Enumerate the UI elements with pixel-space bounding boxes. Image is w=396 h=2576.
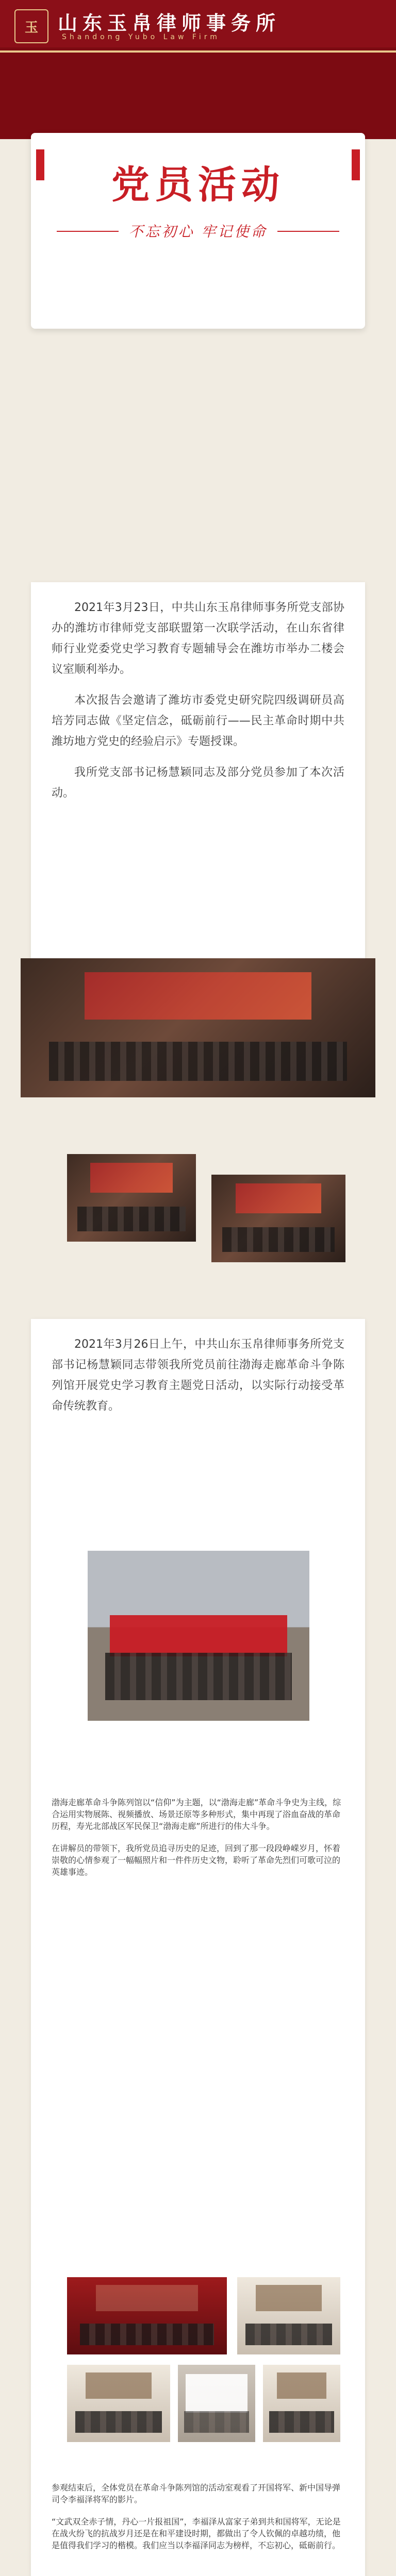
slogan: 不忘初心 牢记使命 bbox=[128, 223, 268, 240]
exhibit-photo bbox=[67, 2277, 227, 2354]
section2-paragraph: “文武双全赤子情，丹心一片报祖国”，李福泽从富家子弟到共和国将军，无论是在战火纷飞的抗战岁月还是在和平建设时期，都做出了令人钦佩的卓越功绩，他是值得我们学习的楷模。我们应当以李福泽同志为榜样，不忘初心，砥砺前行。 bbox=[52, 2517, 341, 2550]
exhibit-photo bbox=[67, 2365, 170, 2442]
header-gold-line bbox=[0, 50, 396, 53]
photo-screen bbox=[186, 2374, 248, 2413]
photo-screen bbox=[236, 1183, 321, 1213]
exhibit-photo bbox=[237, 2277, 340, 2354]
photo-people bbox=[75, 2411, 162, 2433]
photo-audience bbox=[77, 1207, 186, 1231]
photo-screen bbox=[86, 2372, 152, 2399]
photo-group bbox=[105, 1653, 291, 1700]
photo-audience bbox=[49, 1042, 347, 1081]
meeting-photo bbox=[211, 1175, 345, 1262]
section1-paragraph: 本次报告会邀请了潍坊市委党史研究院四级调研员高培芳同志做《坚定信念，砥砺前行——民主革命时期中共潍坊地方党史的经验启示》专题授课。 bbox=[52, 694, 344, 748]
meeting-photo bbox=[67, 1154, 196, 1242]
section2-paragraph: 在讲解员的带领下，我所党员追寻历史的足迹，回到了那一段段峥嵘岁月，怀着崇敬的心情参观了一幅幅照片和一件件历史文物，聆听了革命先烈们可歌可泣的英雄事迹。 bbox=[52, 1843, 341, 1877]
page-title: 党员活动 bbox=[111, 163, 285, 207]
slogan-line-right bbox=[277, 231, 339, 232]
section1-text bbox=[31, 582, 365, 804]
firm-logo-icon: 玉 bbox=[14, 9, 48, 43]
exhibit-photo bbox=[178, 2365, 255, 2442]
firm-name-en: Shandong Yubo Law Firm bbox=[62, 33, 220, 41]
photo-banner bbox=[110, 1615, 287, 1656]
photo-people bbox=[80, 2324, 214, 2345]
header-banner bbox=[0, 0, 396, 139]
meeting-photo bbox=[21, 958, 375, 1097]
firm-name: 山东玉帛律师事务所 bbox=[58, 11, 281, 35]
section2-paragraph: 参观结束后，全体党员在革命斗争陈列馆的活动室观看了开国将军、新中国导弹司令李福泽将军的影片。 bbox=[52, 2483, 341, 2504]
exhibit-photo bbox=[263, 2365, 340, 2442]
photo-screen bbox=[277, 2372, 326, 2399]
photo-people bbox=[184, 2411, 249, 2433]
section1-paragraph: 我所党支部书记杨慧颖同志及部分党员参加了本次活动。 bbox=[52, 766, 344, 800]
photo-screen bbox=[85, 972, 311, 1020]
photo-screen bbox=[90, 1163, 173, 1193]
photo-people bbox=[245, 2324, 332, 2345]
section2-text-a bbox=[31, 1319, 365, 1417]
section2-text-c bbox=[52, 2473, 344, 2559]
section2-text-b bbox=[52, 1788, 344, 1886]
museum-group-photo bbox=[88, 1551, 309, 1721]
section1-paragraph: 2021年3月23日，中共山东玉帛律师事务所党支部协办的潍坊市律师党支部联盟第一次联学活动，在山东省律师行业党委党史学习教育专题辅导会在潍坊市举办二楼会议室顺利举办。 bbox=[52, 601, 344, 676]
photo-people bbox=[269, 2411, 334, 2433]
photo-screen bbox=[96, 2285, 198, 2311]
section2-paragraph: 2021年3月26日上午，中共山东玉帛律师事务所党支部书记杨慧颖同志带领我所党员前往渤海走廊革命斗争陈列馆开展党史学习教育主题党日活动，以实际行动接受革命传统教育。 bbox=[52, 1338, 344, 1413]
photo-screen bbox=[256, 2285, 322, 2311]
photo-audience bbox=[222, 1227, 335, 1252]
section2-paragraph: 渤海走廊革命斗争陈列馆以“信仰”为主题，以“渤海走廊”革命斗争史为主线，综合运用实物展陈、视频播放、场景还原等多种形式，集中再现了浴血奋战的革命历程，寿光北部战区军民保卫“渤海走廊”所进行的伟大斗争。 bbox=[52, 1798, 341, 1831]
